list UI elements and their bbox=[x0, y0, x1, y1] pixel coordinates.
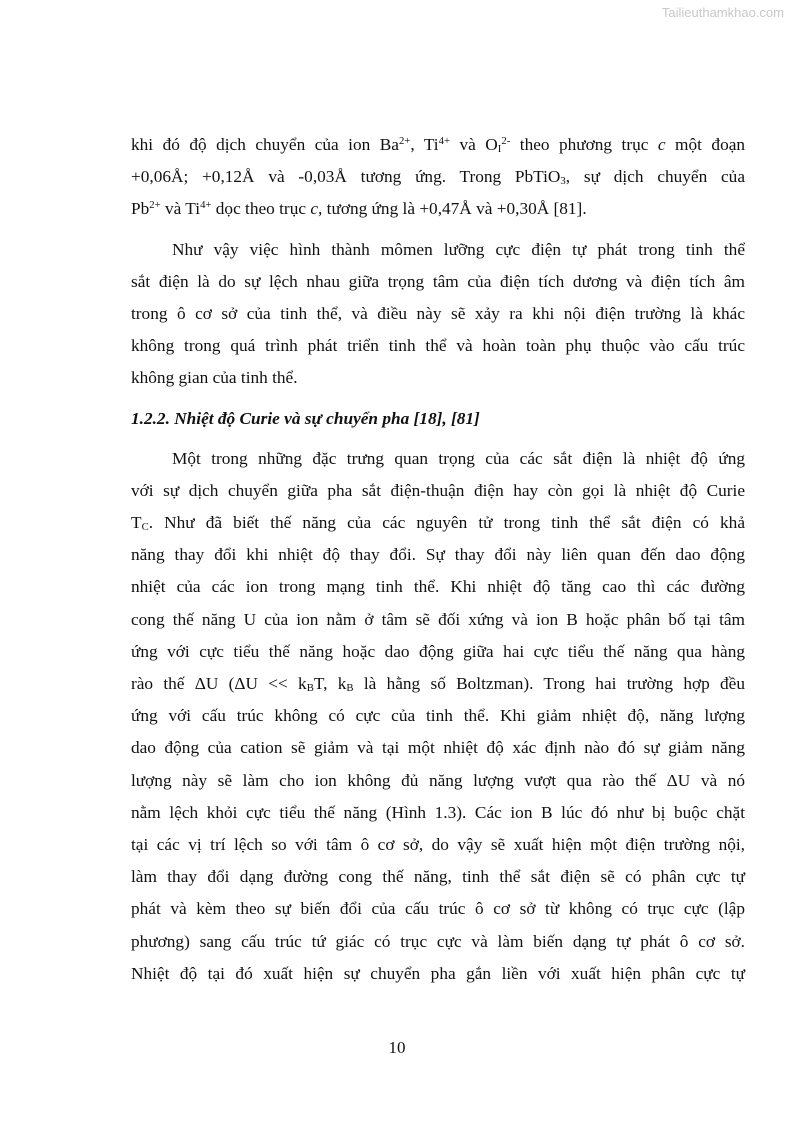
text-segment: không trong quá trình phát triển tinh thể và hoàn toàn phụ thuộc vào cấu trúc bbox=[131, 336, 745, 356]
text-segment: khi đó độ dịch chuyển của ion Ba bbox=[131, 135, 399, 154]
text-segment: rào thế ΔU (ΔU << k bbox=[131, 674, 307, 693]
text-segment: trong ô cơ sở của tinh thể, và điều này sẽ xảy ra khi nội điện trường là khác bbox=[131, 303, 745, 323]
text-segment: dao động của cation sẽ giảm và tại một nhiệt độ xác định nào đó sự giảm năng bbox=[131, 738, 745, 758]
text-segment: với sự dịch chuyển giữa pha sắt điện-thuận điện hay còn gọi là nhiệt độ Curie bbox=[131, 480, 745, 500]
text-segment: năng thay đổi khi nhiệt độ thay đổi. Sự thay đổi này liên quan đến dao động bbox=[131, 545, 745, 565]
text-segment: I bbox=[497, 143, 502, 156]
text-segment: 2+ bbox=[149, 199, 161, 212]
text-segment: làm thay đổi dạng đường cong thế năng, tinh thể sắt điện sẽ có phân cực tự bbox=[131, 867, 745, 887]
text-segment: tại các vị trí lệch so với tâm ô cơ sở, do vậy sẽ xuất hiện một điện trường nội, bbox=[131, 834, 745, 854]
text-segment: c bbox=[657, 135, 666, 154]
text-segment: , sự dịch chuyển của bbox=[565, 167, 745, 187]
text-segment: Như vậy việc hình thành mômen lưỡng cực điện tự phát trong tinh thể bbox=[172, 239, 745, 259]
text-line bbox=[131, 926, 745, 958]
text-segment: c, bbox=[310, 199, 323, 219]
text-line bbox=[131, 161, 745, 193]
text-line bbox=[131, 443, 745, 475]
paragraph bbox=[131, 443, 745, 990]
text-line bbox=[131, 958, 745, 990]
text-segment: +0,06Å; +0,12Å và -0,03Å tương ứng. Trong PbTiO bbox=[131, 167, 561, 187]
text-segment: T bbox=[131, 513, 142, 533]
text-line bbox=[131, 234, 745, 266]
text-segment: B bbox=[306, 682, 314, 695]
text-line bbox=[131, 636, 745, 668]
text-line bbox=[131, 539, 745, 571]
text-segment: ứng với cấu trúc không có cực của tinh thể. Khi giảm nhiệt độ, năng lượng bbox=[131, 706, 745, 726]
text-line bbox=[131, 193, 745, 225]
text-line bbox=[131, 475, 745, 507]
watermark: Tailieuthamkhao.com bbox=[661, 5, 784, 20]
text-segment: tương ứng là +0,47Å và +0,30Å [81]. bbox=[322, 199, 587, 219]
text-segment: C bbox=[141, 521, 149, 534]
text-line bbox=[131, 893, 745, 925]
text-segment: 2- bbox=[501, 135, 511, 148]
page-number: 10 bbox=[388, 1038, 406, 1057]
text-segment: và O bbox=[450, 135, 498, 154]
text-segment: 1.2.2. Nhiệt độ Curie và sự chuyển pha [18], [81] bbox=[131, 408, 480, 428]
text-segment: sắt điện là do sự lệch nhau giữa trọng tâm của điện tích dương và điện tích âm bbox=[131, 271, 745, 291]
text-segment: là hằng số Boltzman). Trong hai trường hợp đều bbox=[353, 674, 745, 693]
text-segment: 2+ bbox=[398, 135, 411, 148]
document-body bbox=[131, 129, 745, 990]
text-segment: nằm lệch khỏi cực tiểu thế năng (Hình 1.3). Các ion B lúc đó như bị buộc chặt bbox=[131, 802, 745, 822]
text-line bbox=[131, 403, 745, 435]
text-segment: không gian của tinh thể. bbox=[131, 368, 298, 388]
text-line bbox=[131, 571, 745, 603]
text-line bbox=[131, 330, 745, 362]
text-segment: một đoạn bbox=[665, 135, 746, 154]
text-segment: Nhiệt độ tại đó xuất hiện sự chuyển pha gắn liền với xuất hiện phân cực tự bbox=[131, 963, 745, 983]
text-segment: cong thế năng U của ion nằm ở tâm sẽ đối xứng và ion B hoặc phân bố tại tâm bbox=[131, 609, 745, 629]
text-line bbox=[131, 668, 745, 700]
text-line bbox=[131, 507, 745, 539]
text-segment: nhiệt của các ion trong mạng tinh thể. Khi nhiệt độ tăng cao thì các đường bbox=[131, 577, 745, 597]
text-segment: . Như đã biết thế năng của các nguyên tử trong tinh thể sắt điện có khả bbox=[148, 513, 745, 533]
text-line bbox=[131, 732, 745, 764]
text-segment: Một trong những đặc trưng quan trọng của các sắt điện là nhiệt độ ứng bbox=[172, 448, 745, 468]
text-segment: lượng này sẽ làm cho ion không đủ năng lượng vượt qua rào thế ΔU và nó bbox=[131, 770, 745, 790]
text-line bbox=[131, 298, 745, 330]
text-line bbox=[131, 765, 745, 797]
text-line bbox=[131, 700, 745, 732]
text-segment: phát và kèm theo sự biến đổi của cấu trúc ô cơ sở từ không có trục cực (lập bbox=[131, 899, 745, 919]
text-line bbox=[131, 129, 745, 161]
text-line bbox=[131, 604, 745, 636]
text-line bbox=[131, 797, 745, 829]
text-segment: , Ti bbox=[410, 135, 439, 154]
text-segment: và Ti bbox=[160, 199, 201, 219]
paragraph bbox=[131, 234, 745, 395]
text-line bbox=[131, 861, 745, 893]
text-line bbox=[131, 362, 745, 394]
text-line bbox=[131, 266, 745, 298]
text-line bbox=[131, 829, 745, 861]
text-segment: 3 bbox=[560, 175, 566, 188]
text-segment: B bbox=[346, 682, 354, 695]
section-heading bbox=[131, 403, 745, 435]
text-segment: theo phương trục bbox=[510, 135, 658, 154]
paragraph bbox=[131, 129, 745, 226]
text-segment: T, k bbox=[313, 674, 347, 693]
text-segment: ứng với cực tiểu thế năng hoặc dao động giữa hai cực tiểu thế năng qua hàng bbox=[131, 641, 745, 661]
text-segment: 4+ bbox=[438, 135, 450, 148]
text-segment: dọc theo trục bbox=[211, 199, 311, 219]
text-segment: Pb bbox=[131, 199, 150, 219]
text-segment: 4+ bbox=[200, 199, 212, 212]
text-segment: phương) sang cấu trúc tứ giác có trục cực và làm biến dạng tự phát ô cơ sở. bbox=[131, 931, 745, 951]
